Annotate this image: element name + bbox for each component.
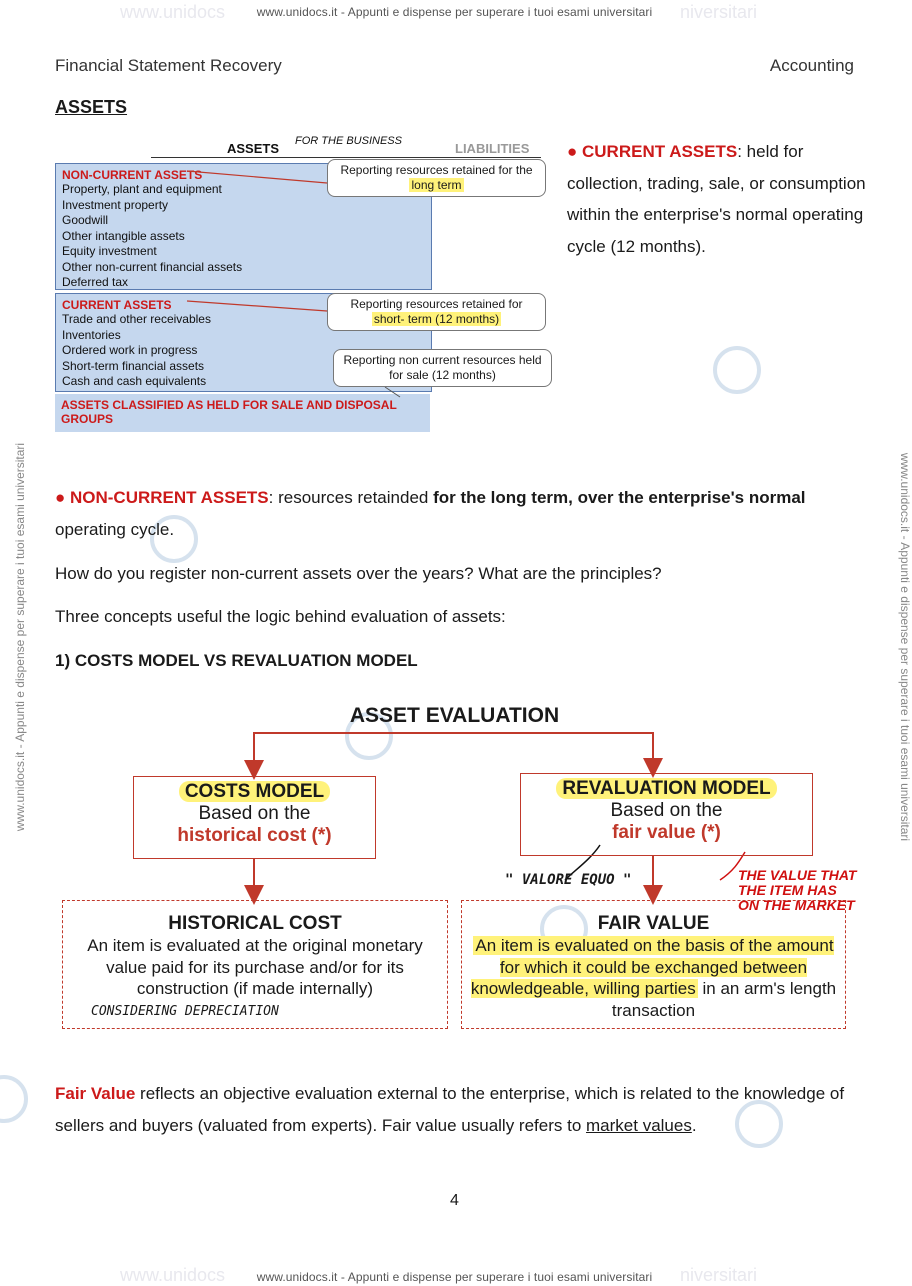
handwritten-market-note: THE VALUE THAT THE ITEM HAS ON THE MARKET — [738, 867, 857, 913]
fair-value-title: FAIR VALUE — [597, 913, 710, 934]
fair-value-end: . — [691, 1115, 697, 1135]
callout-text: Reporting non current resources held for sale (12 months) — [343, 353, 542, 382]
list-item: Other intangible assets — [62, 228, 185, 243]
historical-cost-title: HISTORICAL COST — [168, 913, 342, 934]
list-item: Trade and other receivables — [62, 312, 211, 326]
question-1: How do you register non-current assets over the years? What are the principles? — [55, 564, 662, 583]
current-assets-text: : held for collection, trading, sale, or consumption within the enterprise's normal operating cycle (12 months). — [567, 142, 866, 256]
costs-model-line1: Based on the — [198, 803, 311, 824]
watermark-side-right: www.unidocs.it - Appunti e dispense per superare i tuoi esami universitari — [898, 452, 912, 842]
col-assets: ASSETS — [227, 141, 280, 156]
non-current-text-end: operating cycle. — [55, 519, 175, 539]
col-liabilities: LIABILITIES — [455, 141, 530, 156]
list-item: Inventories — [62, 327, 121, 342]
callout-text: Reporting resources retained for — [350, 297, 523, 311]
revaluation-model-line2: fair value (*) — [612, 822, 721, 843]
list-item: Investment property — [62, 197, 169, 212]
watermark-ghost-right: niversitari — [680, 2, 758, 22]
non-current-title: NON-CURRENT ASSETS — [62, 168, 203, 182]
subheading: 1) COSTS MODEL VS REVALUATION MODEL — [55, 651, 418, 670]
list-item: Other non-current financial assets — [62, 259, 243, 274]
costs-model-line2: historical cost (*) — [177, 825, 332, 846]
non-current-text: : resources retainded — [268, 488, 434, 507]
handwritten-valore-equo: " VALORE EQUO " — [505, 872, 632, 888]
historical-cost-box — [62, 900, 448, 1029]
list-item: Cash and cash equivalents — [62, 374, 207, 388]
header-subject: Accounting — [769, 56, 854, 75]
list-item: Ordered work in progress — [62, 343, 198, 357]
list-item: Property, plant and equipment — [62, 182, 222, 196]
revaluation-model-box — [520, 773, 813, 856]
list-item: Deferred tax — [62, 275, 129, 289]
fair-value-text-rest: in an arm's length transaction — [611, 979, 837, 1020]
fair-value-paragraph — [55, 1078, 855, 1141]
header-course: Financial Statement Recovery — [55, 56, 282, 75]
fair-value-body: reflects an objective evaluation external to the enterprise, which is related to the knowledge of sellers and buyers (valuated from experts). Fair value usually refers to — [55, 1084, 845, 1135]
question-2: Three concepts useful the logic behind evaluation of assets: — [55, 607, 506, 626]
list-item: Equity investment — [62, 244, 157, 258]
non-current-bullet: ● NON-CURRENT ASSETS — [55, 488, 269, 507]
handwritten-depreciation: CONSIDERING DEPRECIATION — [91, 1003, 279, 1019]
callout-highlight: short- term (12 months) — [373, 312, 500, 326]
market-values-term: market values — [586, 1115, 692, 1135]
diagram-title: ASSET EVALUATION — [349, 704, 560, 727]
non-current-bold: for the long term, over the enterprise's normal — [433, 488, 806, 507]
watermark-ghost-left-bottom: www.unidocs — [120, 1265, 226, 1285]
watermark-top: www.unidocs.it - Appunti e dispense per superare i tuoi esami universitari — [256, 5, 653, 19]
page-number: 4 — [450, 1192, 459, 1209]
watermark-side-left: www.unidocs.it - Appunti e dispense per superare i tuoi esami universitari — [13, 442, 27, 832]
callout-highlight: long term — [411, 178, 462, 192]
fair-value-lead: Fair Value — [55, 1084, 136, 1103]
callout-text: Reporting resources retained for the — [340, 163, 533, 177]
fair-value-highlighted-text: An item is evaluated on the basis of the amount for which it could be exchanged between knowledgeable, willing parties — [470, 936, 834, 998]
costs-model-box — [133, 776, 376, 859]
held-for-sale-title: ASSETS CLASSIFIED AS HELD FOR SALE AND DISPOSAL GROUPS — [61, 398, 397, 426]
watermark-ghost-left: www.unidocs — [120, 2, 226, 22]
watermark-bottom: www.unidocs.it - Appunti e dispense per superare i tuoi esami universitari — [256, 1270, 653, 1284]
watermark-ghost-right-bottom: niversitari — [680, 1265, 758, 1285]
section-title: ASSETS — [55, 97, 128, 117]
fair-value-box — [461, 900, 846, 1029]
list-item: Short-term financial assets — [62, 358, 205, 373]
historical-cost-text: An item is evaluated at the original monetary value paid for its purchase and/or for its construction (if made internally) — [87, 936, 423, 998]
current-title: CURRENT ASSETS — [62, 298, 172, 312]
revaluation-model-line1: Based on the — [610, 800, 723, 821]
costs-model-title: COSTS MODEL — [179, 781, 330, 802]
revaluation-model-title: REVALUATION MODEL — [556, 778, 776, 799]
current-assets-bullet: ● CURRENT ASSETS — [567, 142, 738, 161]
list-item: Goodwill — [62, 213, 109, 227]
handwritten-scribble: FOR THE BUSINESS — [295, 135, 402, 147]
